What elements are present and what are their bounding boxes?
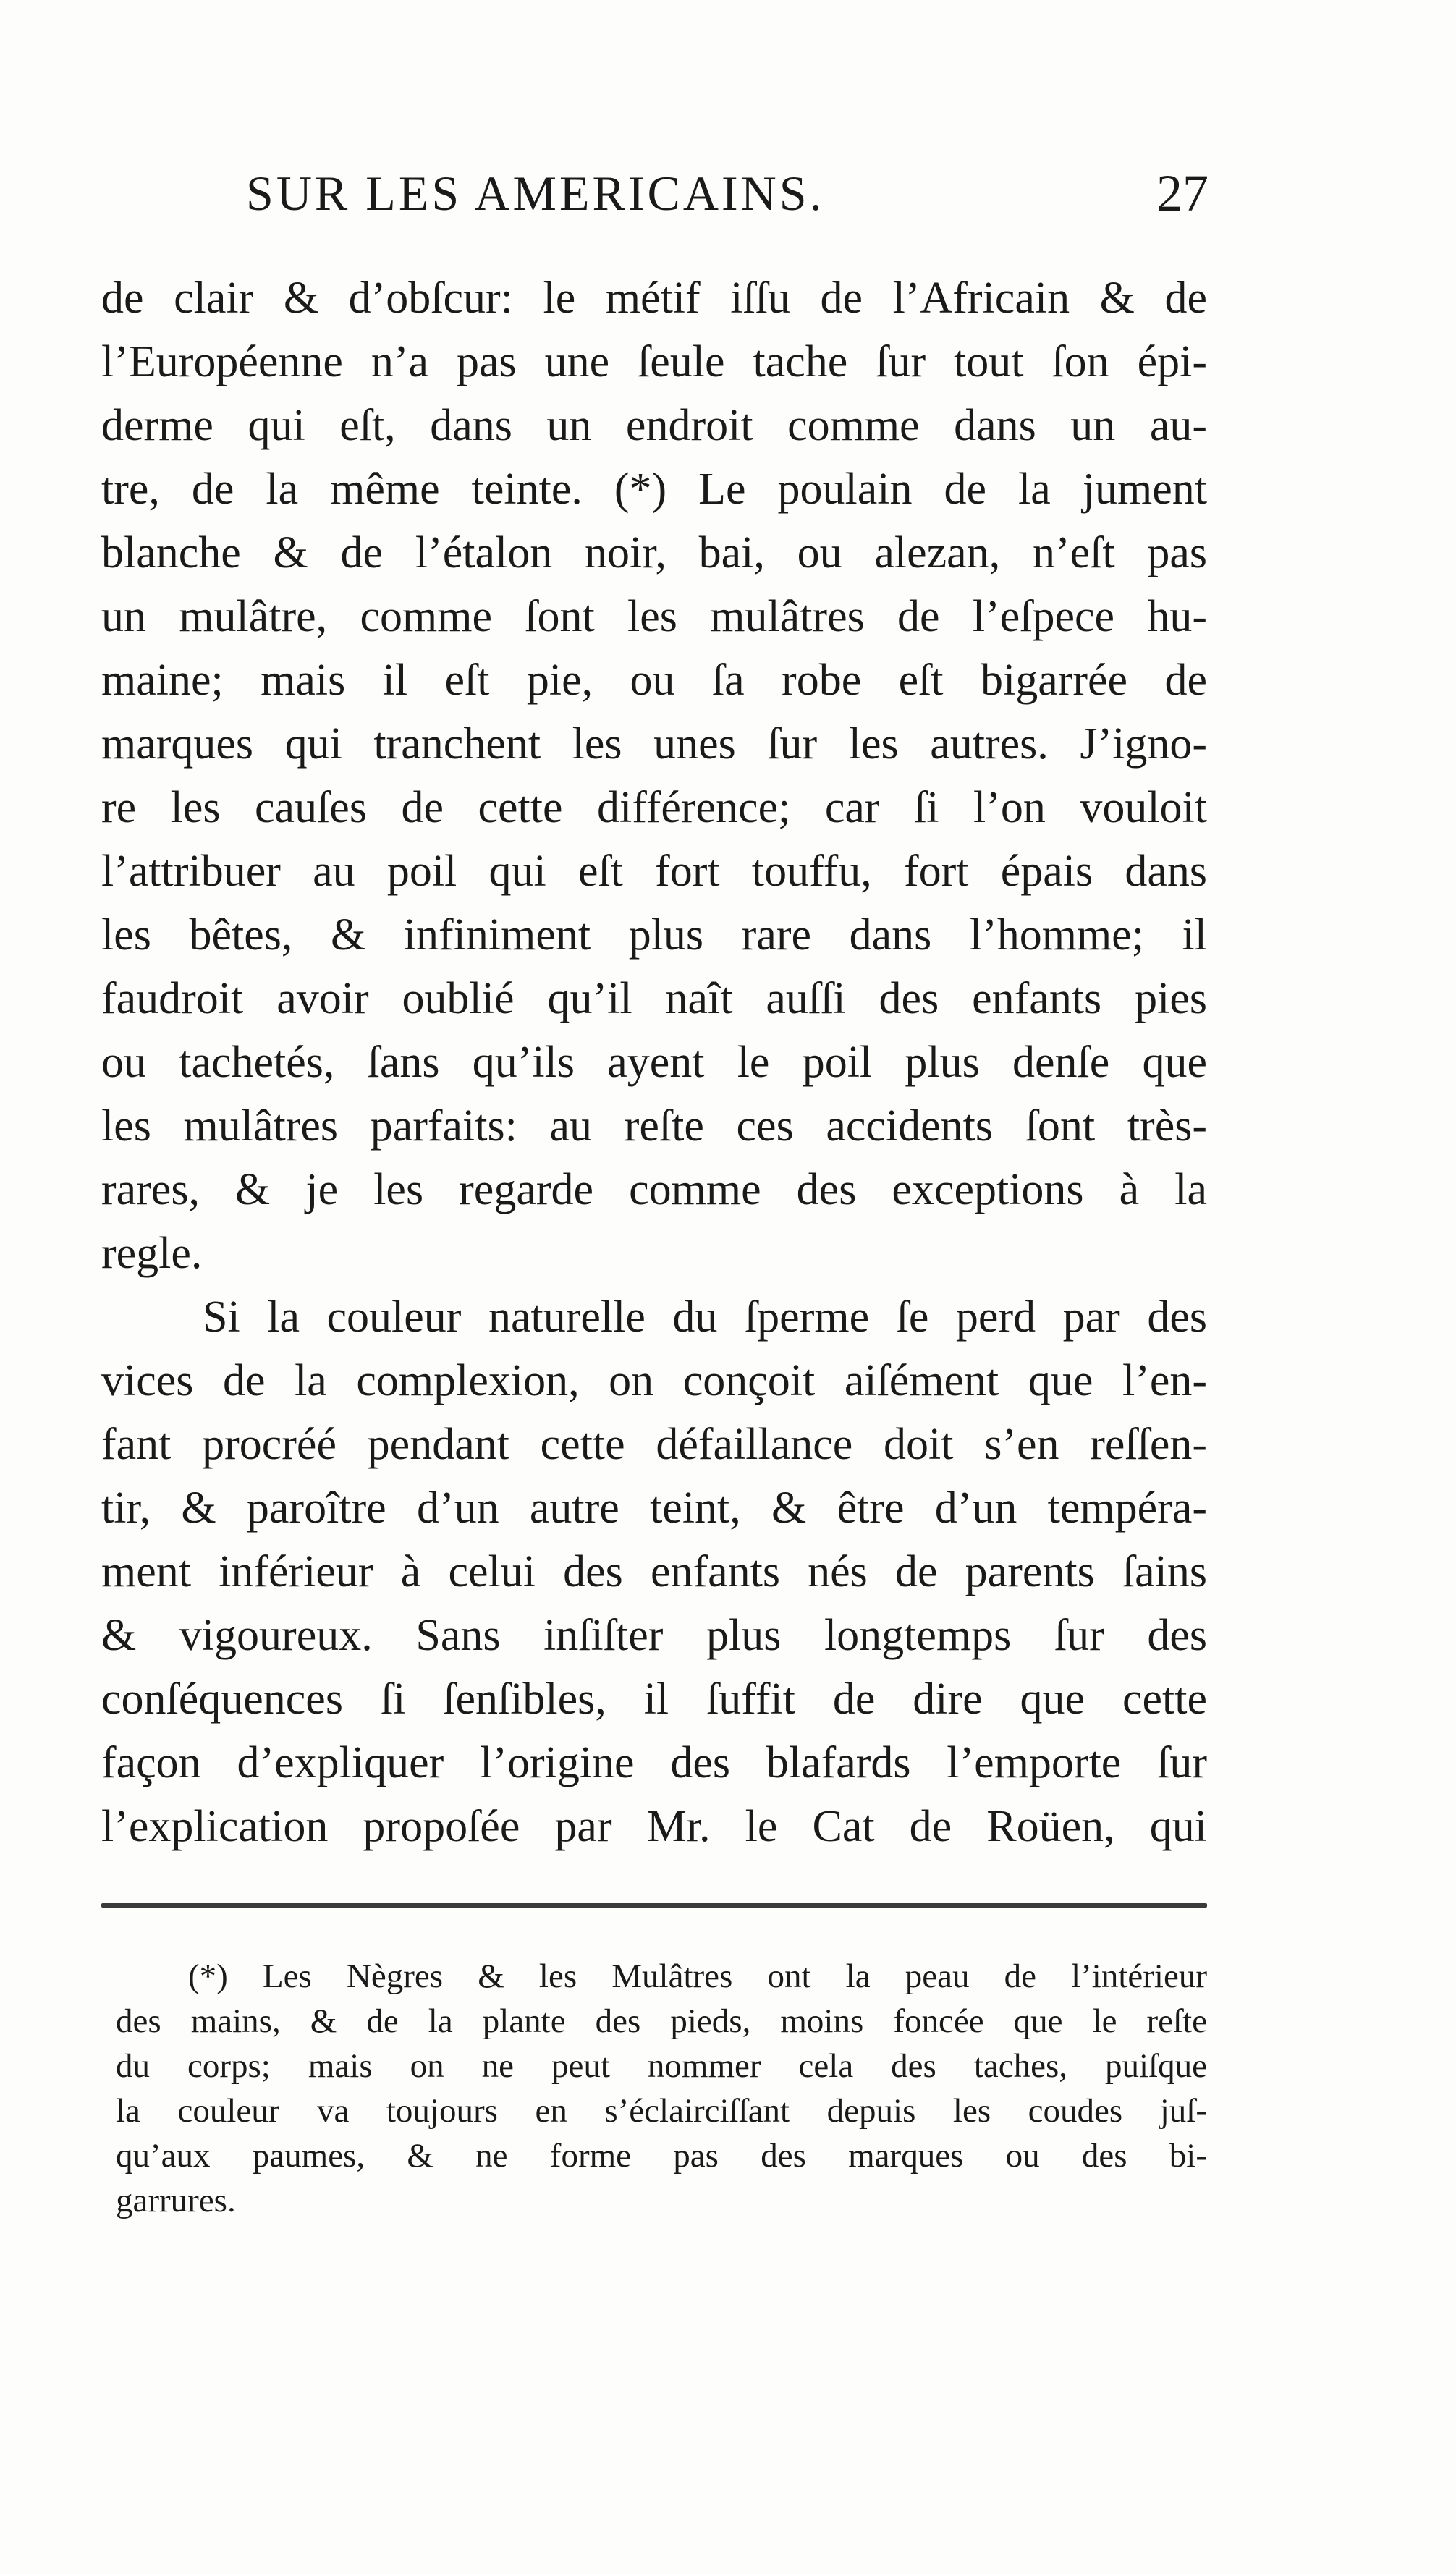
text-line: tre, de la même teinte. (*) Le poulain de la jument	[101, 465, 1207, 514]
footnote-line: garrures.	[116, 2182, 236, 2219]
footnote-line: (*) Les Nègres & les Mulâtres ont la peau de l’intérieur	[188, 1957, 1207, 1995]
text-line: conſéquences ſi ſenſibles, il ſuffit de dire que cette	[101, 1675, 1207, 1724]
text-line: de clair & d’obſcur: le métif iſſu de l’Africain & de	[101, 274, 1207, 323]
footnote-line: la couleur va toujours en s’éclairciſſant depuis les coudes juſ-	[116, 2092, 1207, 2130]
footnote	[116, 1954, 1207, 2223]
text-line: ou tachetés, ſans qu’ils ayent le poil plus denſe que	[101, 1038, 1207, 1087]
footnote-line: du corps; mais on ne peut nommer cela des taches, puiſque	[116, 2047, 1207, 2085]
paragraph-end-line: regle.	[101, 1229, 203, 1278]
text-line: blanche & de l’étalon noir, bai, ou alezan, n’eſt pas	[101, 528, 1207, 577]
text-line: derme qui eſt, dans un endroit comme dans un au-	[101, 401, 1207, 450]
footnote-line: des mains, & de la plante des pieds, moins foncée que le reſte	[116, 2002, 1207, 2040]
text-line: l’Européenne n’a pas une ſeule tache ſur tout ſon épi-	[101, 337, 1207, 386]
text-line: les bêtes, & infiniment plus rare dans l’homme; il	[101, 910, 1207, 960]
text-line: marques qui tranchent les unes ſur les autres. J’igno-	[101, 719, 1207, 769]
text-line: fant procréé pendant cette défaillance doit s’en reſſen-	[101, 1420, 1207, 1469]
text-line: re les cauſes de cette différence; car ſi l’on vouloit	[101, 783, 1207, 832]
text-line: façon d’expliquer l’origine des blafards l’emporte ſur	[101, 1738, 1207, 1787]
footnote-line: qu’aux paumes, & ne forme pas des marques ou des bi-	[116, 2137, 1207, 2175]
text-line: ment inférieur à celui des enfants nés de parents ſains	[101, 1547, 1207, 1596]
text-line: l’attribuer au poil qui eſt fort touffu, fort épais dans	[101, 847, 1207, 896]
body-text	[101, 266, 1207, 1858]
text-line: vices de la complexion, on conçoit aiſément que l’en-	[101, 1356, 1207, 1405]
running-head	[246, 161, 1209, 226]
text-line: tir, & paroître d’un autre teint, & être d’un tempéra-	[101, 1483, 1207, 1533]
paragraph-start-line: Si la couleur naturelle du ſperme ſe perd par des	[203, 1292, 1207, 1342]
text-line: un mulâtre, comme ſont les mulâtres de l’eſpece hu-	[101, 592, 1207, 641]
text-line: l’explication propoſée par Mr. le Cat de Roüen, qui	[101, 1802, 1207, 1851]
text-line: & vigoureux. Sans inſiſter plus longtemps ſur des	[101, 1611, 1207, 1660]
text-line: maine; mais il eſt pie, ou ſa robe eſt bigarrée de	[101, 656, 1207, 705]
text-line: faudroit avoir oublié qu’il naît auſſi des enfants pies	[101, 974, 1207, 1023]
text-line: rares, & je les regarde comme des exceptions à la	[101, 1165, 1207, 1214]
running-title: SUR LES AMERICAINS.	[246, 166, 825, 221]
text-line: les mulâtres parfaits: au reſte ces accidents ſont très-	[101, 1101, 1207, 1151]
footnote-separator-rule	[101, 1903, 1207, 1908]
page-number: 27	[1156, 164, 1209, 222]
